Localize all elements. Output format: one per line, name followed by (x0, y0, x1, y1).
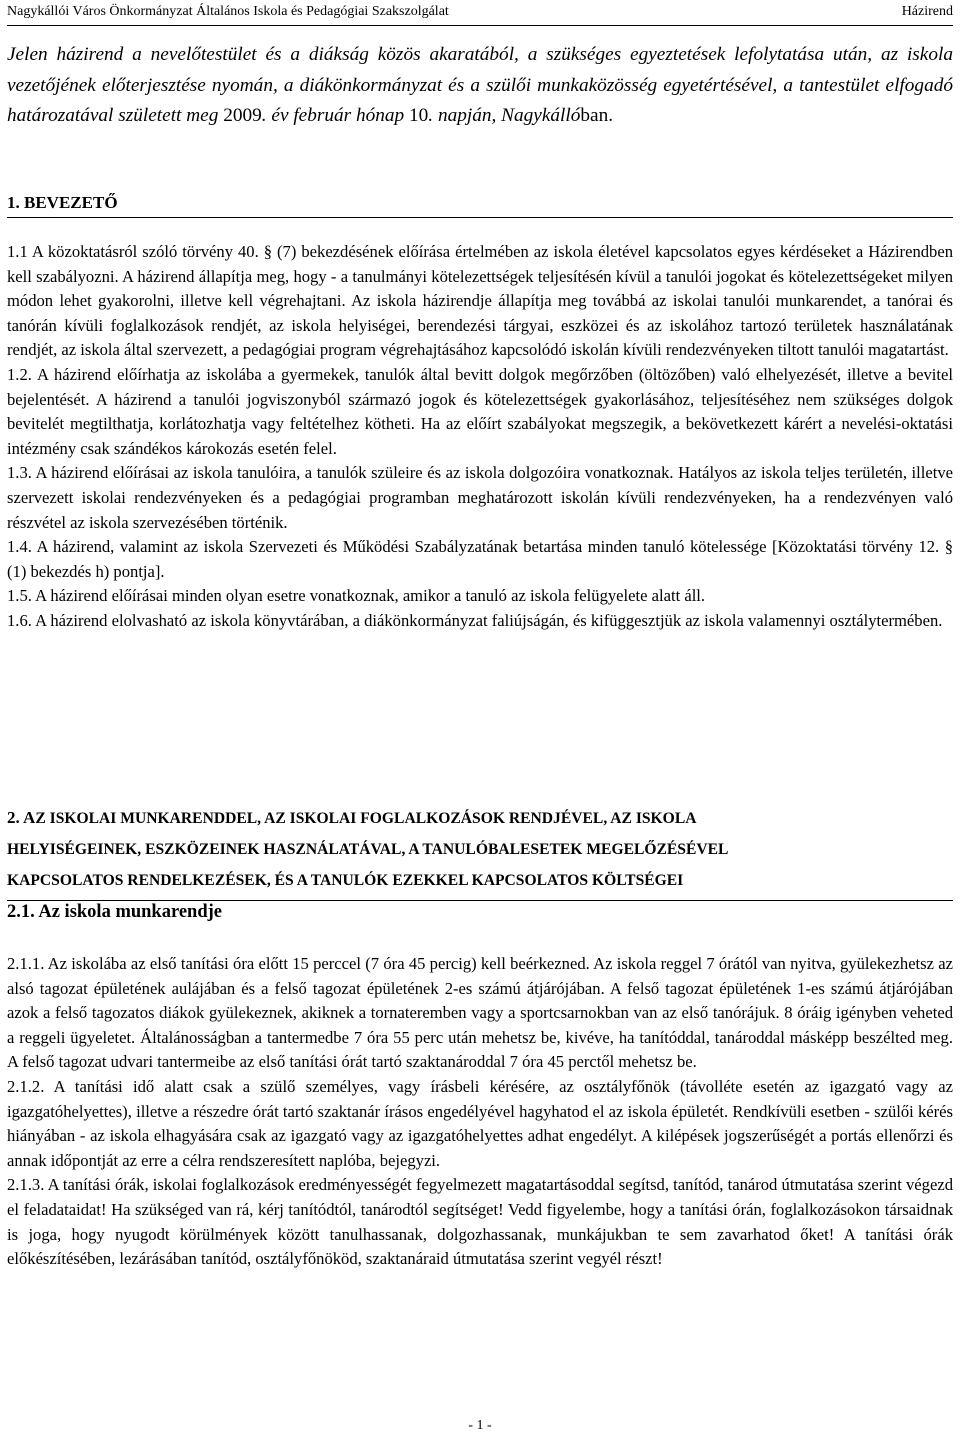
paragraph: 1.2. A házirend előírhatja az iskolába a gyermekek, tanulók által bevitt dolgok megőrzőben (öltözőben) való elhelyezését, illetve a bevitel bejelentését. A házirend a tanulói jogviszonyból származó jogok és kötelezettségek gyakorlásához, teljesítéséhez nem szükséges dolgok bevitelét megtilthatja, korlátozhatja vagy feltételhez kötheti. Ha az előírt szabályokat megszegik, a bekövetkezett kárért a nevelési-oktatási intézmény csak szándékos károkozás esetén felel. (7, 364, 953, 458)
paragraph: 1.6. A házirend elolvasható az iskola könyvtárában, a diákönkormányzat faliújságán, és kifüggesztjük az iskola valamennyi osztálytermében. (7, 610, 943, 630)
section-title-line: KAPCSOLATOS RENDELKEZÉSEK, ÉS A TANULÓK EZEKKEL KAPCSOLATOS KÖLTSÉGEI (7, 872, 684, 889)
section-title-line: HELYISÉGEINEK, ESZKÖZEINEK HASZNÁLATÁVAL, A TANULÓBALESETEK MEGELŐZÉSÉVEL (7, 841, 729, 858)
intro-text: . év február hónap (261, 105, 410, 127)
section-title: EVEZETŐ (35, 193, 118, 212)
paragraph: 2.1.3. A tanítási órák, iskolai foglalkozások eredményességét fegyelmezett magatartásoddal segítsd, tanítód, tanárod útmutatása szerint végezd el feladataidat! Ha szükséged van rá, kérj tanítódtól, tanárodtól segítséget! Vedd figyelembe, hogy a tanítási órán, foglalkozásokon társaidnak is joga, hogy nyugodt körülmények között tanulhassanak, dolgozhassanak, munkájukban te sem zavarhatod őket! A tanítási órák előkészítésében, lezárásában tanítód, osztályfőnököd, szaktanáraid útmutatása szerint vegyél részt! (7, 1175, 953, 1269)
paragraph: 1.3. A házirend előírásai az iskola tanulóira, a tanulók szüleire és az iskola dolgozóira vonatkoznak. Hatályos az iskola teljes területén, illetve szervezett iskolai rendezvényeken és a pedagógiai programban meghatározott iskolán kívüli rendezvényeken, ha a rendezvényen való részvétel az iskola szervezésében történik. (7, 463, 953, 532)
page-header (7, 4, 953, 26)
intro-text: Jelen házirend a nevelőtestület és a diákság közös akaratából, a szükséges egyeztetések lefolytatása után, az iskola vezetőjének előterjesztése nyomán, a diákönkormányzat és a szülői munkaközösség egyetértésével, a tantestület elfogadó határozatával született meg (7, 44, 953, 127)
subsection-heading: 2.1. Az iskola munkarendje (7, 902, 223, 922)
section-2-heading (7, 799, 953, 901)
section-2-body (7, 952, 953, 1272)
header-document-title: Házirend (901, 4, 953, 19)
paragraph: 2.1.1. Az iskolába az első tanítási óra előtt 15 perccel (7 óra 45 percig) kell beérkezned. Az iskola reggel 7 órától van nyitva, gyülekezhetsz az alsó tagozat épületének aulájában és a felső tagozat épületének 2-es számú átjárójában. A felső tagozat épületének 1-es számú átjárójában azok a felső tagozatos diákok gyülekeznek, akiknek a tornateremben vagy a sportcsarnokban van az első tanórájuk. 8 óráig igényben veheted a reggeli ügyeletet. Általánosságban a tantermedbe 7 óra 55 perc után mehetsz be, kivéve, ha tanítóddal, tanároddal másképp beszélted meg. A felső tagozat udvari tantermeibe az első tanítási órát tartó szaktanároddal 7 óra 45 perctől mehetsz be. (7, 954, 953, 1072)
intro-text: . napján, Nagykálló (428, 105, 581, 127)
intro-year: 2009 (223, 105, 262, 127)
section-number: 1. B (7, 193, 36, 212)
intro-paragraph (7, 40, 953, 132)
paragraph: 1.5. A házirend előírásai minden olyan esetre vonatkoznak, amikor a tanuló az iskola felügyelete alatt áll. (7, 586, 706, 606)
page-number: - 1 - (468, 1418, 492, 1433)
paragraph: 1.1 A közoktatásról szóló törvény 40. § (7) bekezdésének előírása értelmében az iskola életével kapcsolatos egyes kérdéseket a Házirendben kell szabályozni. A házirend állapítja meg, hogy - a tanulmányi kötelezettségek teljesítésén kívül a tanulói jogokat és kötelezettségeket milyen módon lehet gyakorolni, illetve kell végrehajtani. Az iskola házirendje állapítja meg továbbá az iskolai tanulói munkarendet, a tanórai és tanórán kívüli foglalkozások rendjét, az iskola helyiségei, berendezési tárgyai, eszközei és az iskolához tartozó területek használatának rendjét, az iskola által szervezett, a pedagógiai program végrehajtásához kapcsolódó iskolán kívüli rendezvényeken tiltott tanulói magatartást. (7, 242, 953, 360)
intro-day: 10 (409, 105, 429, 127)
section-1-body (7, 240, 953, 634)
paragraph: 2.1.2. A tanítási idő alatt csak a szülő személyes, vagy írásbeli kérésére, az osztályfőnök (távollétе esetén az igazgató vagy az igazgatóhelyettes), illetve a részedre órát tartó szaktanár írásos engedélyével hagyhatod el az iskola épületét. Rendkívüli esetben - szülői kérés hiányában - az iskola elhagyására csak az igazgató vagy az igazgatóhelyettes adhat engedélyt. A kilépések jogszerűségét a portás ellenőrzi és annak időpontját az erre a célra rendszeresített naplóba, bejegyzi. (7, 1076, 953, 1170)
section-number: 2. A (7, 808, 36, 827)
section-title-line: Z ISKOLAI MUNKARENDDEL, AZ ISKOLAI FOGLALKOZÁSOK RENDJÉVEL, AZ ISKOLA (35, 810, 697, 827)
header-institution: Nagykállói Város Önkormányzat Általános Iskola és Pedagógiai Szakszolgálat (7, 4, 449, 19)
section-1-heading (7, 191, 953, 218)
intro-text: ban. (580, 105, 614, 127)
paragraph: 1.4. A házirend, valamint az iskola Szervezeti és Működési Szabályzatának betartása minden tanuló kötelessége [Közoktatási törvény 12. § (1) bekezdés h) pontja]. (7, 537, 953, 581)
